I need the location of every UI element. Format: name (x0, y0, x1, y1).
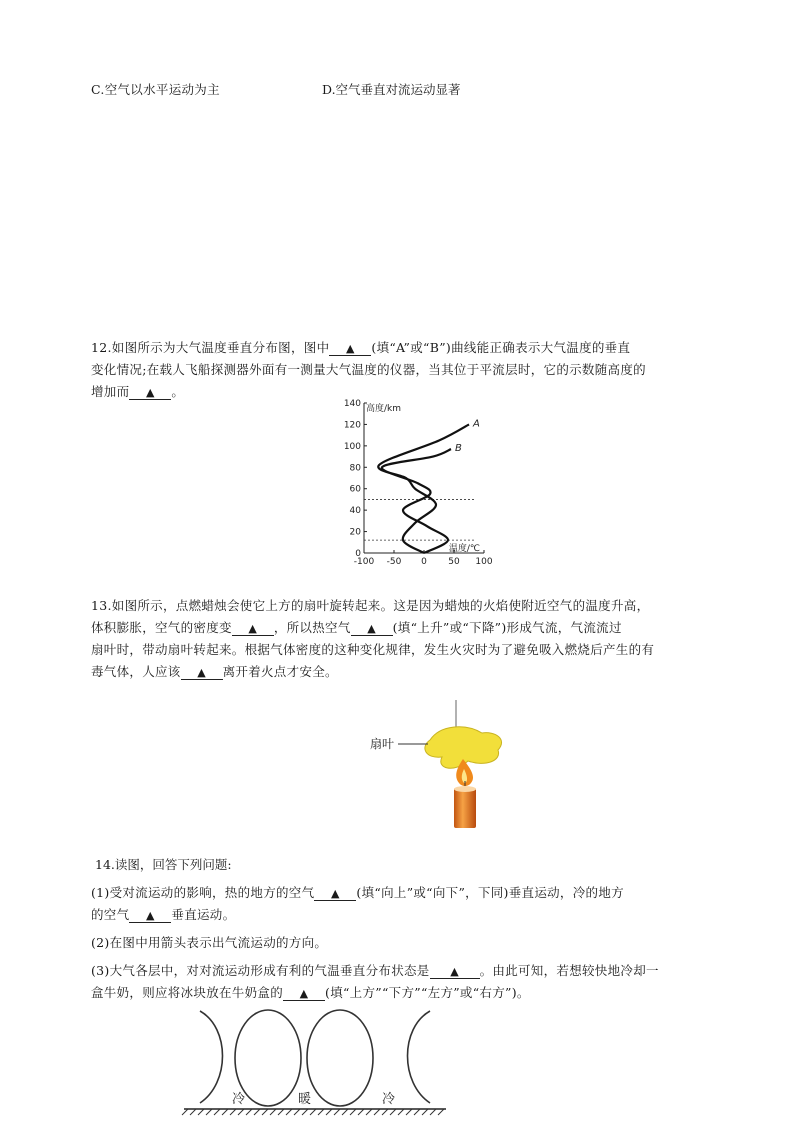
q14-part-2: (2)在图中用箭头表示出气流运动的方向。 (91, 935, 328, 950)
blank-triangle-icon: ▲ (146, 909, 155, 922)
hatch-mark (406, 1109, 412, 1115)
y-axis-label: 高度/km (366, 404, 402, 414)
q11-option-d: D.空气垂直对流运动显著 (322, 82, 461, 97)
answer-blank[interactable] (232, 621, 274, 636)
q12-text: 。 (171, 384, 185, 399)
hatch-mark (342, 1109, 348, 1115)
blank-triangle-icon: ▲ (146, 386, 155, 399)
answer-blank[interactable] (351, 621, 393, 636)
x-axis-label: 温度/℃ (448, 544, 480, 554)
hatch-mark (286, 1109, 292, 1115)
temperature-altitude-chart (330, 393, 500, 568)
hatch-mark (294, 1109, 300, 1115)
y-tick-label: 20 (349, 527, 361, 538)
q13-line-4 (91, 662, 338, 680)
q13-text: 毒气体，人应该 (91, 664, 181, 679)
blank-triangle-icon: ▲ (197, 666, 206, 679)
q12-line-2: 变化情况;在载人飞船探测器外面有一测量大气温度的仪器，当其位于平流层时，它的示数随高度的 (91, 362, 646, 377)
hatch-mark (198, 1109, 204, 1115)
blank-triangle-icon: ▲ (331, 887, 340, 900)
label-cold-right: 冷 (382, 1092, 396, 1107)
q14-part-3-line-1 (91, 961, 659, 979)
y-tick-label: 0 (355, 549, 361, 559)
convection-diagram (180, 1003, 450, 1118)
hatch-mark (302, 1109, 308, 1115)
blank-triangle-icon: ▲ (367, 622, 376, 635)
y-tick-label: 60 (349, 484, 361, 495)
q14-part-3-line-2 (91, 983, 530, 1001)
answer-blank[interactable] (181, 665, 223, 680)
x-tick-label: 0 (421, 557, 427, 567)
blank-triangle-icon: ▲ (248, 622, 258, 635)
q12-line-3 (91, 382, 184, 400)
q13-line-3: 扇叶时，带动扇叶转起来。根据气体密度的这种变化规律，发生火灾时为了避免吸入燃烧后产生的有 (91, 642, 655, 657)
label-warm: 暖 (298, 1092, 312, 1107)
fan-label: 扇叶 (370, 737, 395, 751)
hatch-mark (270, 1109, 276, 1115)
hatch-mark (430, 1109, 436, 1115)
hatch-mark (246, 1109, 252, 1115)
hatch-mark (438, 1109, 444, 1115)
q14-part-1-line-1 (91, 883, 624, 901)
hatch-mark (358, 1109, 364, 1115)
hatch-mark (318, 1109, 324, 1115)
q14-text: 盒牛奶，则应将冰块放在牛奶盒的 (91, 985, 284, 1000)
q14-text: (填“向上”或“向下”，下同)垂直运动，冷的地方 (356, 885, 624, 900)
candle-icon (454, 788, 476, 828)
hatch-mark (382, 1109, 388, 1115)
hatch-mark (414, 1109, 420, 1115)
q14-text: (填“上方”“下方”“左方”或“右方”)。 (325, 985, 530, 1000)
y-tick-label: 120 (343, 420, 361, 431)
y-tick-label: 100 (343, 441, 361, 452)
q12-line-1 (91, 338, 630, 356)
answer-blank[interactable] (329, 341, 371, 356)
label-cold-left: 冷 (232, 1092, 246, 1107)
q14-text: (3)大气各层中，对对流运动形成有利的气温垂直分布状态是 (91, 963, 430, 978)
hatch-mark (278, 1109, 284, 1115)
x-tick-label: 100 (475, 557, 493, 567)
hatch-mark (350, 1109, 356, 1115)
hatch-mark (374, 1109, 380, 1115)
candle-top (454, 786, 476, 792)
q12-text: (填“A”或“B”)曲线能正确表示大气温度的垂直 (371, 340, 631, 355)
q14-text: (1)受对流运动的影响，热的地方的空气 (91, 885, 315, 900)
q13-text: ，所以热空气 (273, 620, 351, 635)
x-tick-label: -50 (386, 557, 402, 567)
series-label-A: A (473, 418, 480, 430)
q11-option-c: C.空气以水平运动为主 (91, 82, 220, 97)
hatch-mark (238, 1109, 244, 1115)
blank-triangle-icon: ▲ (346, 342, 355, 355)
x-tick-label: 50 (448, 557, 460, 567)
candle-fan-illustration (370, 695, 520, 835)
q14-text: 垂直运动。 (171, 907, 236, 922)
q13-line-2 (91, 618, 622, 636)
y-tick-label: 40 (349, 506, 361, 517)
hatch-mark (206, 1109, 212, 1115)
q14-intro: 14.读图，回答下列问题: (95, 857, 232, 872)
q13-text: 离开着火点才安全。 (222, 664, 338, 679)
hatch-mark (262, 1109, 268, 1115)
q13-text: 体积膨胀，空气的密度变 (91, 620, 232, 635)
hatch-mark (422, 1109, 428, 1115)
answer-blank[interactable] (129, 908, 171, 923)
hatch-mark (254, 1109, 260, 1115)
x-tick-label: -100 (353, 557, 375, 567)
q12-text: 增加而 (91, 384, 130, 399)
hatch-mark (310, 1109, 316, 1115)
y-tick-label: 140 (343, 399, 361, 409)
hatch-mark (214, 1109, 220, 1115)
answer-blank[interactable] (314, 886, 356, 901)
answer-blank[interactable] (430, 964, 480, 979)
answer-blank[interactable] (129, 385, 171, 400)
hatch-mark (230, 1109, 236, 1115)
q14-part-1-line-2 (91, 905, 235, 923)
q12-text: 12.如图所示为大气温度垂直分布图，图中 (91, 340, 330, 355)
ground-hatching (182, 1109, 444, 1115)
blank-triangle-icon: ▲ (450, 965, 459, 978)
convection-curve-left (200, 1011, 223, 1103)
q13-text: (填“上升”或“下降”)形成气流，气流流过 (392, 620, 622, 635)
hatch-mark (326, 1109, 332, 1115)
answer-blank[interactable] (283, 986, 325, 1001)
hatch-mark (334, 1109, 340, 1115)
series-label-B: B (455, 443, 462, 455)
y-tick-label: 80 (349, 463, 361, 474)
hatch-mark (190, 1109, 196, 1115)
hatch-mark (182, 1109, 188, 1115)
series-line-B (382, 449, 451, 553)
q13-line-1: 13.如图所示，点燃蜡烛会使它上方的扇叶旋转起来。这是因为蜡烛的火焰使附近空气的温度升高， (91, 598, 650, 613)
convection-cell-2 (307, 1010, 373, 1106)
hatch-mark (366, 1109, 372, 1115)
q14-text: 的空气 (91, 907, 130, 922)
convection-curve-right (408, 1011, 431, 1103)
blank-triangle-icon: ▲ (299, 987, 309, 1000)
hatch-mark (398, 1109, 404, 1115)
hatch-mark (390, 1109, 396, 1115)
q14-text: 。由此可知，若想较快地冷却一 (479, 963, 659, 978)
hatch-mark (222, 1109, 228, 1115)
